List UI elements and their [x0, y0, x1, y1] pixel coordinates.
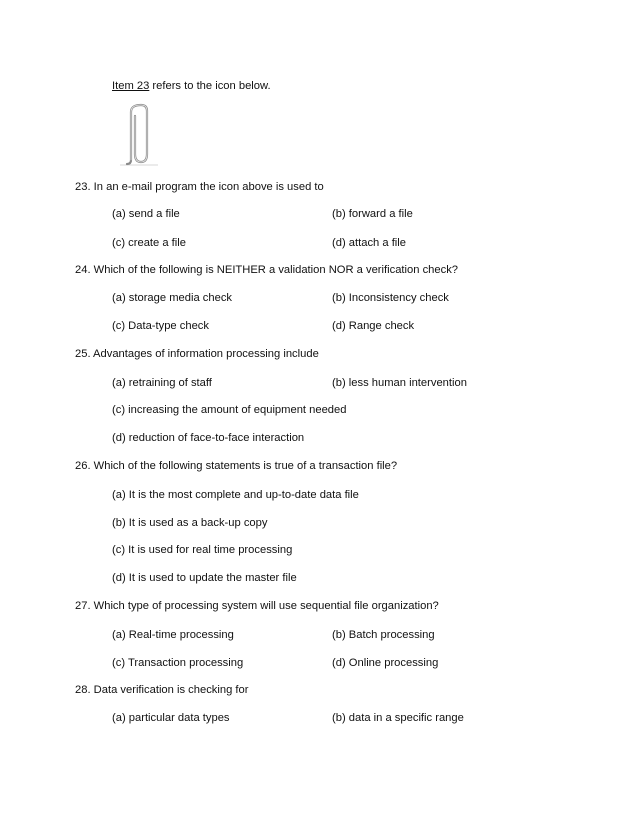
question-28-stem: 28. Data verification is checking for — [75, 684, 249, 696]
question-27-option-a[interactable]: (a) Real-time processing — [112, 629, 234, 641]
intro-line — [112, 79, 271, 93]
question-23-stem: 23. In an e-mail program the icon above is used to — [75, 181, 324, 193]
question-25-option-a[interactable]: (a) retraining of staff — [112, 377, 212, 389]
question-24-option-c[interactable]: (c) Data-type check — [112, 320, 209, 332]
question-25-option-d[interactable]: (d) reduction of face-to-face interaction — [112, 432, 305, 444]
question-27-stem: 27. Which type of processing system will use sequential file organization? — [75, 600, 439, 612]
question-28-option-a[interactable]: (a) particular data types — [112, 712, 230, 724]
intro-text: refers to the icon below. — [149, 80, 271, 92]
question-26-stem: 26. Which of the following statements is true of a transaction file? — [75, 460, 398, 472]
item-reference: Item 23 — [112, 80, 150, 92]
question-24-option-a[interactable]: (a) storage media check — [112, 292, 233, 304]
question-23-option-c[interactable]: (c) create a file — [112, 237, 186, 249]
question-28-option-b[interactable]: (b) data in a specific range — [332, 712, 464, 724]
question-25-option-b[interactable]: (b) less human intervention — [332, 377, 467, 389]
question-24-stem: 24. Which of the following is NEITHER a validation NOR a verification check? — [75, 264, 459, 276]
question-26-option-d[interactable]: (d) It is used to update the master file — [112, 572, 297, 584]
question-23-option-b[interactable]: (b) forward a file — [332, 208, 413, 220]
question-26-option-a[interactable]: (a) It is the most complete and up-to-date data file — [112, 489, 359, 501]
paperclip-icon — [118, 102, 160, 168]
question-23-option-a[interactable]: (a) send a file — [112, 208, 180, 220]
question-27-option-b[interactable]: (b) Batch processing — [332, 629, 435, 641]
question-27-option-c[interactable]: (c) Transaction processing — [112, 657, 244, 669]
question-26-option-c[interactable]: (c) It is used for real time processing — [112, 544, 293, 556]
question-25-stem: 25. Advantages of information processing include — [75, 348, 319, 360]
question-26-option-b[interactable]: (b) It is used as a back-up copy — [112, 517, 268, 529]
question-23-option-d[interactable]: (d) attach a file — [332, 237, 406, 249]
question-24-option-d[interactable]: (d) Range check — [332, 320, 415, 332]
question-27-option-d[interactable]: (d) Online processing — [332, 657, 439, 669]
question-25-option-c[interactable]: (c) increasing the amount of equipment needed — [112, 404, 347, 416]
question-24-option-b[interactable]: (b) Inconsistency check — [332, 292, 449, 304]
